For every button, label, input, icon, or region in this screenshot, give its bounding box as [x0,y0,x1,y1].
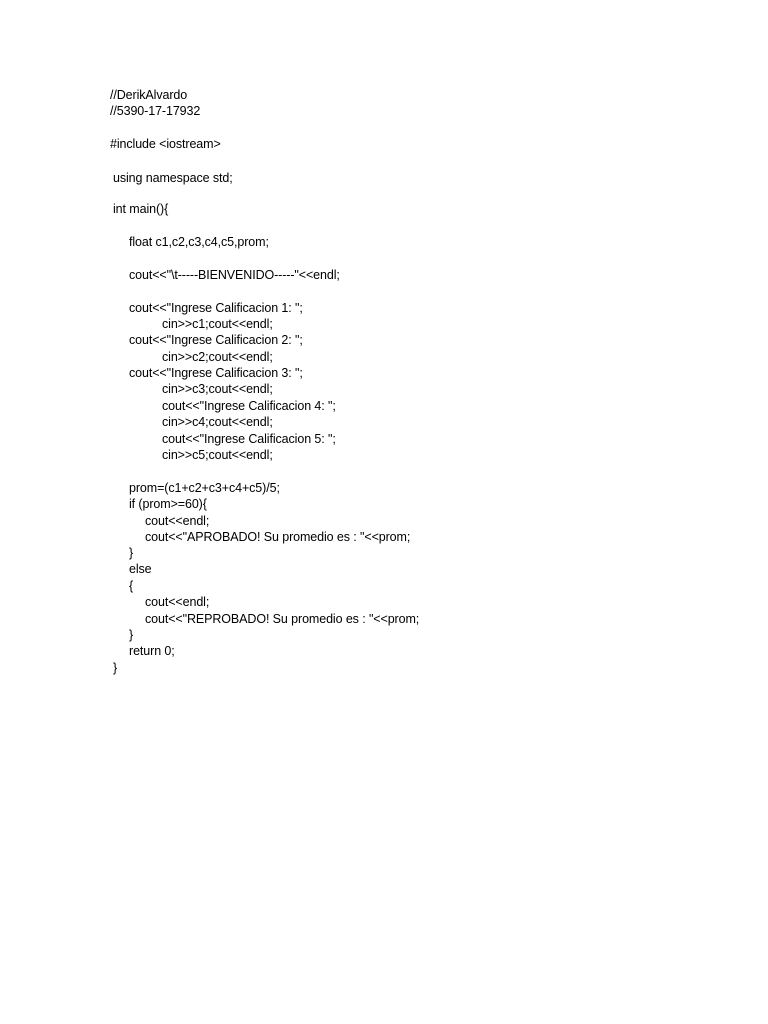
code-line: float c1,c2,c3,c4,c5,prom; [129,235,269,249]
code-line: cout<<"Ingrese Calificacion 4: "; [162,399,336,413]
code-line: cin>>c3;cout<<endl; [162,382,273,396]
code-line: cout<<"Ingrese Calificacion 2: "; [129,333,303,347]
code-line: cin>>c1;cout<<endl; [162,317,273,331]
code-line: { [129,579,134,593]
code-line: //DerikAlvardo [110,88,188,102]
code-line: cout<<"APROBADO! Su promedio es : "<<prom; [145,530,411,544]
code-line: #include <iostream> [110,137,221,151]
code-line: } [113,661,118,675]
code-line: if (prom>=60){ [129,497,207,511]
code-line: else [129,562,152,576]
code-line: cin>>c4;cout<<endl; [162,415,273,429]
code-line: cout<<"Ingrese Calificacion 1: "; [129,301,303,315]
code-line: cout<<"Ingrese Calificacion 5: "; [162,432,336,446]
code-line: cout<<"REPROBADO! Su promedio es : "<<prom; [145,612,420,626]
code-line: cout<<"\t-----BIENVENIDO-----"<<endl; [129,268,340,282]
code-line: using namespace std; [113,171,233,185]
code-line: cout<<"Ingrese Calificacion 3: "; [129,366,303,380]
code-line: cout<<endl; [145,595,210,609]
code-line: } [129,628,134,642]
code-line: prom=(c1+c2+c3+c4+c5)/5; [129,481,280,495]
code-line: } [129,546,134,560]
code-line: cin>>c5;cout<<endl; [162,448,273,462]
code-line: cout<<endl; [145,514,210,528]
code-line: return 0; [129,644,175,658]
code-line: cin>>c2;cout<<endl; [162,350,273,364]
code-line: int main(){ [113,202,169,216]
code-line: //5390-17-17932 [110,104,201,118]
